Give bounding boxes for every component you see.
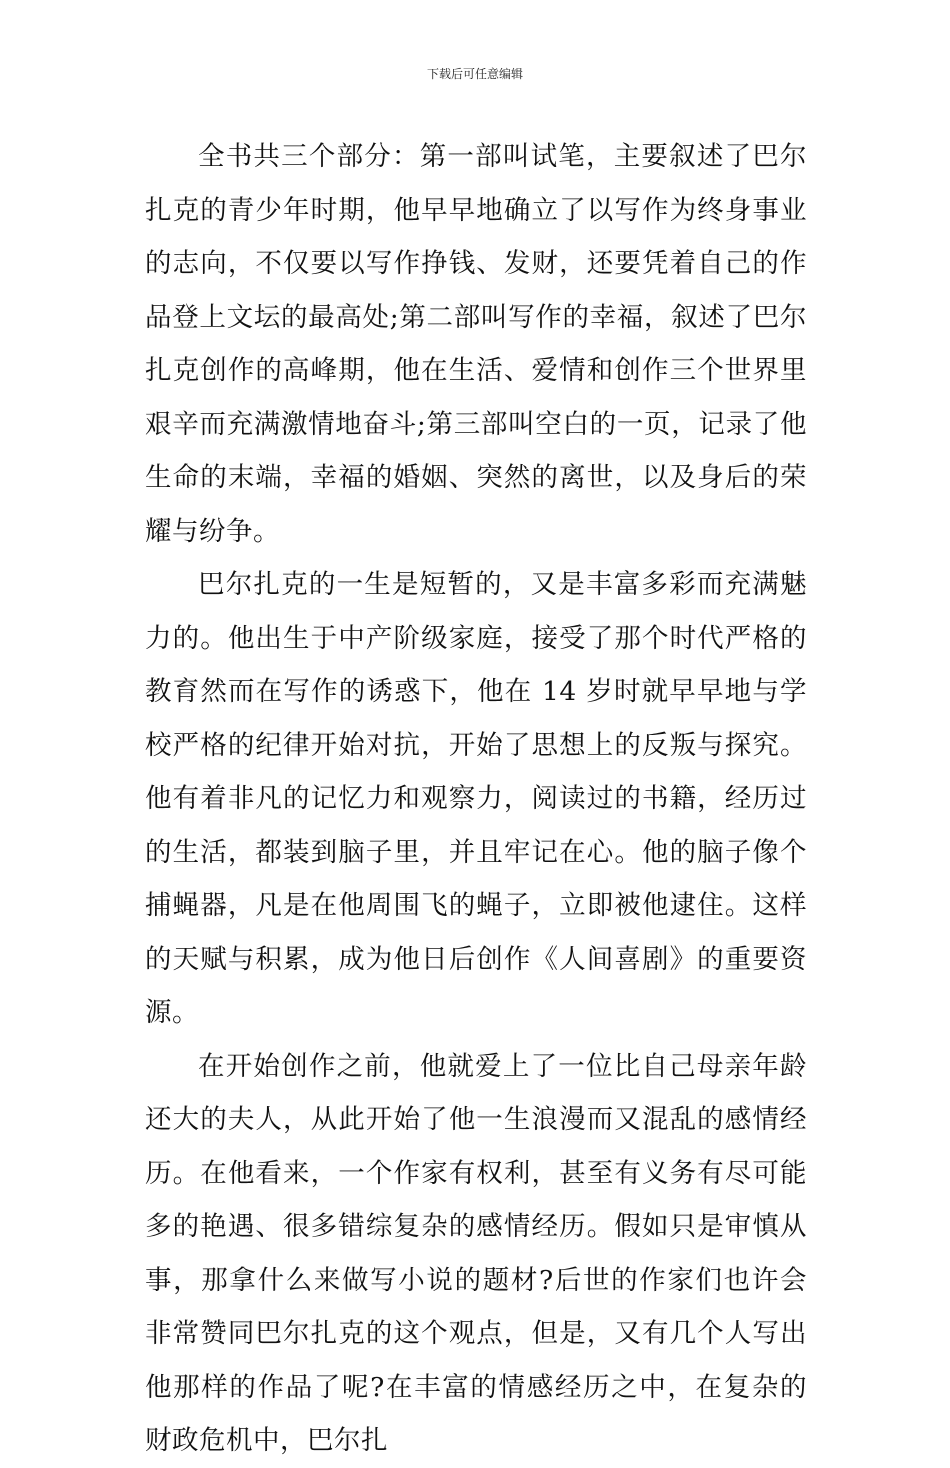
page-header: 下载后可任意编辑 bbox=[426, 67, 523, 81]
paragraph: 全书共三个部分：第一部叫试笔，主要叙述了巴尔扎克的青少年时期，他早早地确立了以写作为终身事业的志向，不仅要以写作挣钱、发财，还要凭着自己的作品登上文坛的最高处;第二部叫写作的幸福，叙述了巴尔扎克创作的高峰期，他在生活、爱情和创作三个世界里艰辛而充满激情地奋斗;第三部叫空白的一页，记录了他生命的末端，幸福的婚姻、突然的离世，以及身后的荣耀与纷争。 bbox=[145, 141, 807, 547]
paragraph: 在开始创作之前，他就爱上了一位比自己母亲年龄还大的夫人，从此开始了他一生浪漫而又混乱的感情经历。在他看来，一个作家有权利，甚至有义务有尽可能多的艳遇、很多错综复杂的感情经历。假如只是审慎从事，那拿什么来做写小说的题材?后世的作家们也许会非常赞同巴尔扎克的这个观点，但是，又有几个人写出他那样的作品了呢?在丰富的情感经历之中，在复杂的财政危机中，巴尔扎 bbox=[145, 1050, 807, 1456]
paragraph: 巴尔扎克的一生是短暂的，又是丰富多彩而充满魅力的。他出生于中产阶级家庭，接受了那个时代严格的教育然而在写作的诱惑下，他在 14 岁时就早早地与学校严格的纪律开始对抗，开始了思想上的反叛与探究。他有着非凡的记忆力和观察力，阅读过的书籍，经历过的生活，都装到脑子里，并且牢记在心。他的脑子像个捕蝇器，凡是在他周围飞的蝇子，立即被他逮住。这样的天赋与积累，成为他日后创作《人间喜剧》的重要资源。 bbox=[145, 569, 807, 1028]
document-body bbox=[145, 130, 807, 1468]
